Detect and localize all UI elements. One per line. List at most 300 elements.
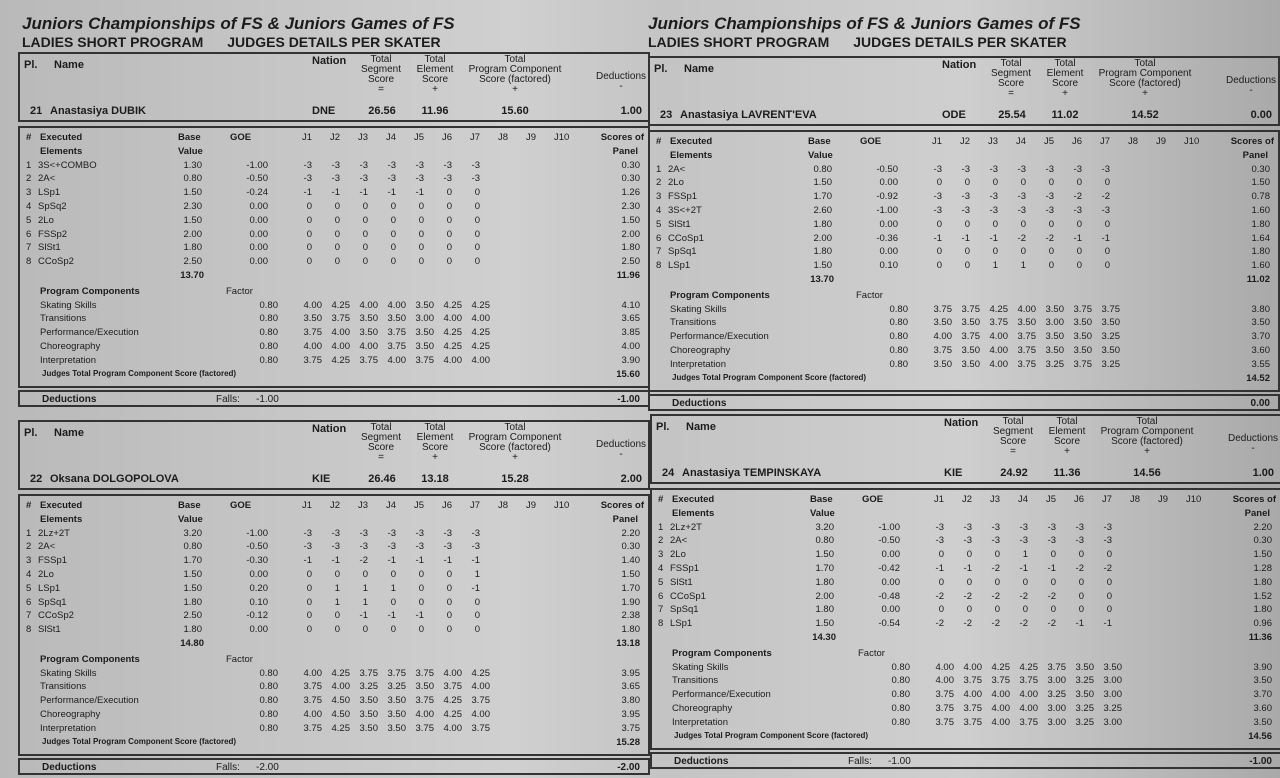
base-total: 13.70 — [180, 269, 204, 281]
components-total: 14.52 — [1246, 372, 1270, 384]
judge-mark: 3.75 — [443, 681, 462, 693]
element-row — [20, 597, 648, 611]
judge-goe: 0 — [306, 596, 312, 608]
judge-goe: 0 — [334, 624, 340, 636]
element-number: 7 — [656, 246, 662, 258]
total-segment-score: 26.46 — [368, 473, 396, 485]
panel-score: 1.80 — [1253, 604, 1272, 616]
deductions-value: 2.00 — [620, 473, 642, 485]
element-number: 3 — [656, 191, 662, 203]
judge-goe: -2 — [991, 590, 1000, 602]
element-name: SpSq1 — [670, 604, 699, 616]
judge-mark: 4.00 — [415, 708, 434, 720]
judge-mark: 3.75 — [387, 667, 406, 679]
goe: -0.54 — [878, 618, 900, 630]
component-name: Skating Skills — [40, 667, 97, 679]
components-header — [20, 654, 648, 668]
name-label: Name — [54, 427, 84, 439]
judge-goe: 0 — [966, 604, 972, 616]
judge-mark: 3.75 — [1019, 716, 1038, 728]
element-number: 1 — [658, 521, 664, 533]
judge-mark: 3.75 — [1073, 303, 1092, 315]
label-line: = — [1008, 88, 1014, 99]
judge-mark: 4.25 — [331, 722, 350, 734]
judge-goe: -3 — [331, 159, 340, 171]
page-subtitle — [22, 34, 654, 54]
judge-goe: -3 — [963, 521, 972, 533]
judge-header: J1 — [932, 136, 943, 147]
judge-goe: 0 — [966, 576, 972, 588]
scores-table — [18, 494, 650, 756]
element-row — [650, 233, 1278, 247]
elements-total: 11.02 — [1246, 273, 1270, 285]
judges-total-label: Judges Total Program Component Score (factored) — [674, 730, 869, 740]
label-line: - — [619, 449, 623, 460]
judge-goe: 0 — [418, 256, 424, 268]
deductions-value: 0.00 — [1250, 109, 1272, 121]
element-number: 7 — [26, 242, 32, 254]
judge-goe: -3 — [933, 204, 942, 216]
judge-mark: 3.50 — [1103, 661, 1122, 673]
total-segment-score: 26.56 — [368, 105, 396, 117]
tes-label — [1042, 59, 1088, 99]
judge-mark: 3.75 — [935, 702, 954, 714]
judge-header: J6 — [442, 132, 453, 143]
component-name: Transitions — [40, 681, 87, 693]
skater-name: Anastasiya DUBIK — [50, 105, 146, 117]
judge-goe: -3 — [1103, 521, 1112, 533]
judge-mark: 3.50 — [1101, 344, 1120, 356]
element-number: 8 — [658, 618, 664, 630]
element-row — [20, 624, 648, 638]
judge-mark: 3.50 — [1045, 331, 1064, 343]
base-value: 2.30 — [183, 200, 202, 212]
judge-mark: 4.00 — [991, 702, 1010, 714]
judge-goe: -1 — [963, 562, 972, 574]
element-row — [650, 260, 1278, 274]
judge-header: J10 — [1186, 494, 1202, 505]
element-row — [20, 215, 648, 229]
judge-goe: 0 — [474, 610, 480, 622]
judge-goe: -3 — [933, 163, 942, 175]
falls-value: -1.00 — [256, 394, 279, 406]
tss-label — [356, 55, 406, 95]
panel-score: 1.80 — [621, 624, 640, 636]
element-row — [20, 583, 648, 597]
factor: 0.80 — [889, 303, 908, 315]
falls-label: Falls: — [848, 756, 872, 768]
element-number: 3 — [26, 187, 32, 199]
judge-goe: -3 — [1075, 535, 1084, 547]
deductions-total: 0.00 — [1250, 398, 1270, 410]
judge-mark: 4.25 — [1019, 661, 1038, 673]
judge-goe: -3 — [359, 541, 368, 553]
element-number: 6 — [656, 232, 662, 244]
skater-name: Anastasiya LAVRENT'EVA — [680, 109, 817, 121]
name-label: Name — [54, 59, 84, 71]
judge-mark: 3.50 — [415, 299, 434, 311]
component-score: 3.60 — [1251, 344, 1270, 356]
base-value: 1.70 — [813, 191, 832, 203]
panel-score: 2.38 — [621, 610, 640, 622]
label-line: Segment — [360, 64, 402, 75]
judge-mark: 4.50 — [331, 695, 350, 707]
label-line: Score (factored) — [1111, 436, 1183, 447]
element-number: 4 — [26, 568, 32, 580]
deductions-label — [1228, 434, 1278, 454]
element-row — [650, 177, 1278, 191]
judge-goe: -1 — [415, 610, 424, 622]
deductions-row — [18, 390, 650, 407]
component-row — [650, 345, 1278, 359]
panel-header: Scores of — [600, 132, 644, 143]
factor: 0.80 — [259, 722, 278, 734]
falls-label: Falls: — [216, 394, 240, 406]
label-line: Program Component — [1100, 426, 1194, 437]
judge-goe: -3 — [1045, 163, 1054, 175]
scores-table — [650, 488, 1280, 750]
judge-mark: 4.00 — [359, 299, 378, 311]
factor: 0.80 — [259, 695, 278, 707]
element-number: 2 — [658, 535, 664, 547]
goe: 0.00 — [881, 576, 900, 588]
goe: 0.00 — [249, 568, 268, 580]
num-header: # — [658, 494, 664, 505]
label-line: Total — [1134, 58, 1156, 69]
nation-label: Nation — [942, 59, 977, 71]
skater-panel — [648, 56, 1280, 411]
element-number: 2 — [26, 541, 32, 553]
goe: 0.00 — [249, 624, 268, 636]
factor-label: Factor — [226, 285, 253, 297]
judge-mark: 4.00 — [471, 708, 490, 720]
goe: -1.00 — [876, 204, 898, 216]
component-score: 3.50 — [1253, 675, 1272, 687]
element-row — [652, 591, 1280, 605]
label-line: Element — [416, 432, 454, 443]
judge-mark: 3.00 — [1047, 716, 1066, 728]
falls-value: -1.00 — [888, 756, 911, 768]
label-line: Total — [504, 54, 526, 65]
judge-goe: -3 — [991, 521, 1000, 533]
judge-header: J4 — [386, 132, 397, 143]
judge-goe: -1 — [1047, 562, 1056, 574]
judge-goe: 0 — [1020, 177, 1026, 189]
total-element-score: 11.96 — [421, 105, 449, 117]
component-row — [650, 304, 1278, 318]
judge-goe: 0 — [1022, 576, 1028, 588]
judge-header: J5 — [1046, 494, 1057, 505]
element-name: 2A< — [668, 163, 686, 175]
component-name: Interpretation — [40, 722, 96, 734]
component-score: 3.95 — [621, 667, 640, 679]
element-name: CCoSp1 — [668, 232, 704, 244]
judge-goe: 0 — [964, 218, 970, 230]
label-line: Total — [1054, 58, 1076, 69]
judge-mark: 3.50 — [359, 695, 378, 707]
judge-mark: 3.75 — [415, 695, 434, 707]
judge-mark: 3.75 — [935, 689, 954, 701]
label-line: + — [512, 452, 518, 463]
judge-goe: 0 — [306, 610, 312, 622]
judge-goe: 0 — [936, 246, 942, 258]
elements-total: 13.18 — [616, 637, 640, 649]
panel-score: 1.60 — [1251, 204, 1270, 216]
judge-goe: -1 — [1073, 232, 1082, 244]
judge-goe: -3 — [415, 173, 424, 185]
executed-header: Executed — [670, 136, 713, 147]
panel-header: Scores of — [600, 500, 644, 511]
component-score: 3.75 — [621, 722, 640, 734]
judge-mark: 3.50 — [387, 708, 406, 720]
factor-label: Factor — [858, 647, 885, 659]
judge-goe: 1 — [334, 596, 340, 608]
judge-goe: -1 — [303, 187, 312, 199]
total-program-component-score: 15.60 — [501, 105, 529, 117]
label-line: Program Component — [1098, 68, 1192, 79]
element-name: CCoSp2 — [38, 610, 74, 622]
judge-goe: 0 — [418, 200, 424, 212]
executed-header: Executed — [672, 494, 715, 505]
element-row — [20, 555, 648, 569]
component-score: 4.10 — [621, 299, 640, 311]
element-name: LSp1 — [668, 260, 691, 272]
panel-score: 2.50 — [621, 256, 640, 268]
label-line: - — [1251, 443, 1255, 454]
judge-mark: 4.00 — [989, 344, 1008, 356]
base-value: 1.70 — [815, 562, 834, 574]
base-total: 14.30 — [812, 631, 836, 643]
page-left — [22, 0, 654, 54]
judge-goe: -3 — [989, 163, 998, 175]
panel-score: 1.64 — [1251, 232, 1270, 244]
label-line: - — [619, 81, 623, 92]
component-row — [20, 341, 648, 355]
element-name: 2A< — [38, 173, 56, 185]
goe: 0.20 — [249, 582, 268, 594]
element-row — [20, 173, 648, 187]
judge-goe: -2 — [1017, 232, 1026, 244]
judge-goe: 0 — [390, 624, 396, 636]
element-row — [652, 618, 1280, 632]
judge-mark: 4.00 — [387, 354, 406, 366]
judge-mark: 3.00 — [1047, 675, 1066, 687]
judge-header: J7 — [1102, 494, 1113, 505]
component-score: 3.50 — [1251, 317, 1270, 329]
component-score: 3.80 — [621, 695, 640, 707]
label-line: + — [1062, 88, 1068, 99]
judge-goe: -1 — [387, 187, 396, 199]
components-header — [20, 286, 648, 300]
base-value: 0.80 — [183, 541, 202, 553]
judge-goe: 0 — [418, 242, 424, 254]
judge-mark: 3.50 — [387, 722, 406, 734]
component-row — [20, 313, 648, 327]
judge-goe: 0 — [446, 242, 452, 254]
component-row — [652, 689, 1280, 703]
goe: 0.00 — [249, 242, 268, 254]
judge-goe: -1 — [1019, 562, 1028, 574]
judge-goe: -1 — [961, 232, 970, 244]
judge-goe: -1 — [989, 232, 998, 244]
judge-goe: -3 — [963, 535, 972, 547]
judges-total-label: Judges Total Program Component Score (factored) — [672, 372, 867, 382]
judge-header: J2 — [330, 132, 341, 143]
judge-mark: 3.00 — [415, 313, 434, 325]
judge-header: J2 — [962, 494, 973, 505]
element-number: 7 — [26, 610, 32, 622]
page-right — [648, 0, 1280, 54]
component-score: 3.65 — [621, 313, 640, 325]
totals-row — [652, 632, 1280, 646]
judge-header: J6 — [442, 500, 453, 511]
judge-mark: 4.25 — [443, 708, 462, 720]
element-row — [650, 205, 1278, 219]
judge-goe: 0 — [1106, 549, 1112, 561]
element-row — [20, 160, 648, 174]
judge-mark: 3.75 — [963, 702, 982, 714]
judge-goe: 0 — [474, 624, 480, 636]
judge-goe: 0 — [362, 256, 368, 268]
base-value: 1.50 — [183, 187, 202, 199]
rank: 22 — [30, 473, 43, 485]
judge-goe: 0 — [1076, 177, 1082, 189]
judge-mark: 4.00 — [303, 340, 322, 352]
judge-goe: -3 — [387, 159, 396, 171]
label-line: Score — [999, 436, 1027, 447]
judge-mark: 3.75 — [471, 722, 490, 734]
judges-total-label: Judges Total Program Component Score (factored) — [42, 736, 237, 746]
components-total: 14.56 — [1248, 730, 1272, 742]
report-title: JUDGES DETAILS PER SKATER — [227, 34, 441, 50]
judge-mark: 4.00 — [443, 722, 462, 734]
judge-header: J7 — [470, 500, 481, 511]
label-line: Score — [421, 442, 449, 453]
judge-mark: 4.00 — [991, 689, 1010, 701]
scores-table — [648, 130, 1280, 392]
base-value: 3.20 — [183, 527, 202, 539]
num-header: # — [26, 132, 32, 143]
judge-goe: -3 — [331, 527, 340, 539]
judge-goe: 0 — [1020, 246, 1026, 258]
element-name: 2A< — [38, 541, 56, 553]
label-line: Deductions — [1228, 433, 1279, 444]
element-name: 2Lz+2T — [38, 527, 70, 539]
base-value: 1.50 — [815, 549, 834, 561]
element-number: 4 — [658, 562, 664, 574]
judge-header: J6 — [1074, 494, 1085, 505]
judge-mark: 3.75 — [303, 354, 322, 366]
judge-goe: -3 — [961, 163, 970, 175]
judge-mark: 4.25 — [471, 299, 490, 311]
element-number: 5 — [26, 582, 32, 594]
judge-mark: 3.75 — [989, 317, 1008, 329]
judge-goe: -3 — [331, 541, 340, 553]
goe: 0.00 — [879, 246, 898, 258]
skater-header — [648, 56, 1280, 126]
panel-score: 1.40 — [621, 555, 640, 567]
total-element-score: 13.18 — [421, 473, 449, 485]
base-value: 2.00 — [813, 232, 832, 244]
element-name: LSp1 — [38, 187, 61, 199]
skater-header — [18, 52, 650, 122]
judge-goe: -3 — [1103, 535, 1112, 547]
executed-header: Elements — [670, 149, 713, 161]
element-name: LSp1 — [670, 618, 693, 630]
judge-goe: 0 — [446, 610, 452, 622]
goe: 0.00 — [249, 214, 268, 226]
judge-goe: 0 — [446, 596, 452, 608]
element-number: 5 — [656, 218, 662, 230]
judge-goe: 0 — [418, 582, 424, 594]
pl-label: Pl. — [24, 59, 38, 71]
label-line: - — [1249, 85, 1253, 96]
nation: ODE — [942, 109, 966, 121]
goe-header: GOE — [230, 500, 252, 511]
label-line: Segment — [992, 426, 1034, 437]
component-name: Transitions — [670, 317, 717, 329]
base-total: 14.80 — [180, 637, 204, 649]
component-row — [20, 681, 648, 695]
judge-goe: 0 — [418, 596, 424, 608]
judge-header: J9 — [526, 500, 537, 511]
goe: -0.50 — [876, 163, 898, 175]
goe: -0.30 — [246, 555, 268, 567]
deductions-total: -2.00 — [617, 762, 640, 774]
elements-total: 11.96 — [616, 269, 640, 281]
judge-mark: 3.00 — [1103, 689, 1122, 701]
factor-label: Factor — [226, 653, 253, 665]
element-name: FSSp1 — [668, 191, 698, 203]
deductions-total: -1.00 — [617, 394, 640, 406]
judge-goe: 1 — [992, 260, 998, 272]
element-name: FSSp1 — [38, 555, 68, 567]
judge-goe: 0 — [994, 549, 1000, 561]
judge-goe: -1 — [331, 555, 340, 567]
judge-goe: -2 — [1045, 232, 1054, 244]
judge-header: J9 — [526, 132, 537, 143]
label-line: + — [432, 84, 438, 95]
label-line: Score — [367, 442, 395, 453]
goe: 0.10 — [879, 260, 898, 272]
judge-goe: 0 — [362, 214, 368, 226]
judge-goe: 0 — [1106, 576, 1112, 588]
judge-goe: -1 — [935, 562, 944, 574]
component-name: Performance/Execution — [40, 695, 139, 707]
deductions-row — [18, 758, 650, 775]
judge-goe: -3 — [471, 173, 480, 185]
judge-goe: -3 — [961, 204, 970, 216]
goe: -0.42 — [878, 562, 900, 574]
component-row — [650, 317, 1278, 331]
judge-goe: 0 — [1104, 246, 1110, 258]
judge-goe: -3 — [1045, 204, 1054, 216]
component-row — [20, 327, 648, 341]
goe: 0.00 — [881, 604, 900, 616]
panel-score: 0.30 — [1251, 163, 1270, 175]
report-title: JUDGES DETAILS PER SKATER — [853, 34, 1067, 50]
judge-goe: -3 — [1017, 191, 1026, 203]
judge-goe: 0 — [1048, 177, 1054, 189]
judge-goe: 0 — [1076, 260, 1082, 272]
judge-mark: 4.50 — [331, 708, 350, 720]
scores-table — [18, 126, 650, 388]
rank: 21 — [30, 105, 43, 117]
goe-header: GOE — [862, 494, 884, 505]
base-value: 1.80 — [813, 246, 832, 258]
judge-header: J4 — [1016, 136, 1027, 147]
totals-row — [20, 638, 648, 652]
